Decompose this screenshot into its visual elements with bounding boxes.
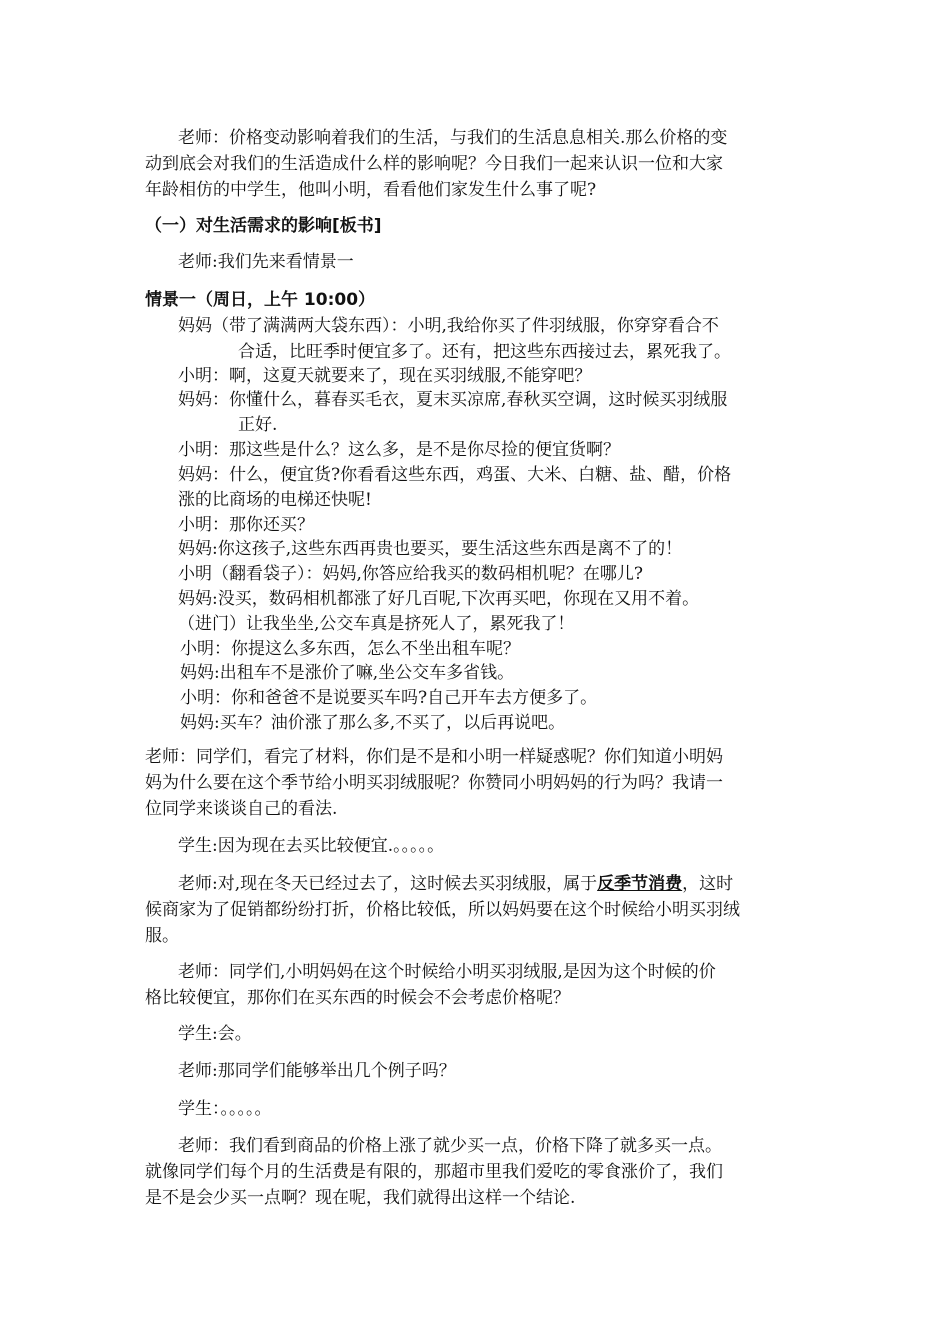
text-line: 就像同学们每个月的生活费是有限的，那超市里我们爱吃的零食涨价了，我们 xyxy=(145,1162,723,1182)
dialogue-line: 小明：那这些是什么？这么多，是不是你尽捡的便宜货啊？ xyxy=(178,440,620,460)
text-line: 妈为什么要在这个季节给小明买羽绒服呢？你赞同小明妈妈的行为吗？我请一 xyxy=(145,773,723,793)
text-line: 位同学来谈谈自己的看法. xyxy=(145,799,338,819)
dialogue-line: 合适，比旺季时便宜多了。还有，把这些东西接过去，累死我了。 xyxy=(238,342,731,362)
dialogue-line: 妈妈:出租车不是涨价了嘛,坐公交车多省钱。 xyxy=(180,663,515,683)
dialogue-line: （进门）让我坐坐,公交车真是挤死人了，累死我了！ xyxy=(178,614,575,634)
text-segment: ，这时 xyxy=(682,874,734,894)
dialogue-line: 小明（翻看袋子）：妈妈,你答应给我买的数码相机呢？在哪儿? xyxy=(178,564,644,584)
dialogue-line: 妈妈:买车？油价涨了那么多,不买了，以后再说吧。 xyxy=(180,713,566,733)
student-line: 学生:会。 xyxy=(178,1024,252,1044)
text-line: 老师：我们看到商品的价格上涨了就少买一点，价格下降了就多买一点。 xyxy=(178,1136,722,1156)
text-line: 候商家为了促销都纷纷打折，价格比较低，所以妈妈要在这个时候给小明买羽绒 xyxy=(145,900,740,920)
dialogue-line: 妈妈:你这孩子,这些东西再贵也要买，要生活这些东西是离不了的！ xyxy=(178,539,683,559)
dialogue-line: 小明：你提这么多东西，怎么不坐出租车呢？ xyxy=(180,639,520,659)
key-term: 反季节消费 xyxy=(597,874,683,894)
text-line: 是不是会少买一点啊？现在呢，我们就得出这样一个结论. xyxy=(145,1188,576,1208)
dialogue-line: 妈妈：什么，便宜货?你看看这些东西，鸡蛋、大米、白糖、盐、醋，价格 xyxy=(178,465,732,485)
text-line xyxy=(178,871,733,897)
scene-title: 情景一（周日，上午 10:00） xyxy=(145,290,376,310)
dialogue-line: 妈妈:没买，数码相机都涨了好几百呢,下次再买吧，你现在又用不着。 xyxy=(178,589,700,609)
text-line: 动到底会对我们的生活造成什么样的影响呢？今日我们一起来认识一位和大家 xyxy=(145,154,723,174)
text-line: 服。 xyxy=(145,926,179,946)
teacher-line: 老师:那同学们能够举出几个例子吗？ xyxy=(178,1061,456,1081)
dialogue-line: 小明：你和爸爸不是说要买车吗?自己开车去方便多了。 xyxy=(180,688,598,708)
text-line: 老师：同学们，看完了材料，你们是不是和小明一样疑惑呢？你们知道小明妈 xyxy=(145,747,723,767)
dialogue-line: 妈妈（带了满满两大袋东西）：小明,我给你买了件羽绒服，你穿穿看合不 xyxy=(178,316,719,336)
dialogue-line: 涨的比商场的电梯还快呢! xyxy=(178,490,372,510)
dialogue-line: 正好. xyxy=(238,415,278,435)
text-line: 老师：价格变动影响着我们的生活，与我们的生活息息相关.那么价格的变 xyxy=(178,128,728,148)
dialogue-line: 妈妈：你懂什么，暮春买毛衣，夏末买凉席,春秋买空调，这时候买羽绒服 xyxy=(178,390,728,410)
text-segment: 老师:对,现在冬天已经过去了，这时候去买羽绒服，属于 xyxy=(178,874,598,894)
section-heading: （一）对生活需求的影响[板书] xyxy=(145,216,382,236)
text-line: 年龄相仿的中学生，他叫小明，看看他们家发生什么事了呢? xyxy=(145,180,597,200)
dialogue-line: 小明：啊，这夏天就要来了，现在买羽绒服,不能穿吧？ xyxy=(178,366,592,386)
student-line: 学生：。。。。。 xyxy=(178,1099,272,1119)
text-line: 格比较便宜，那你们在买东西的时候会不会考虑价格呢？ xyxy=(145,988,570,1008)
dialogue-line: 小明：那你还买？ xyxy=(178,515,314,535)
teacher-line: 老师:我们先来看情景一 xyxy=(178,252,354,272)
text-line: 老师：同学们,小明妈妈在这个时候给小明买羽绒服,是因为这个时候的价 xyxy=(178,962,716,982)
student-line: 学生:因为现在去买比较便宜.。。。。。 xyxy=(178,836,445,856)
